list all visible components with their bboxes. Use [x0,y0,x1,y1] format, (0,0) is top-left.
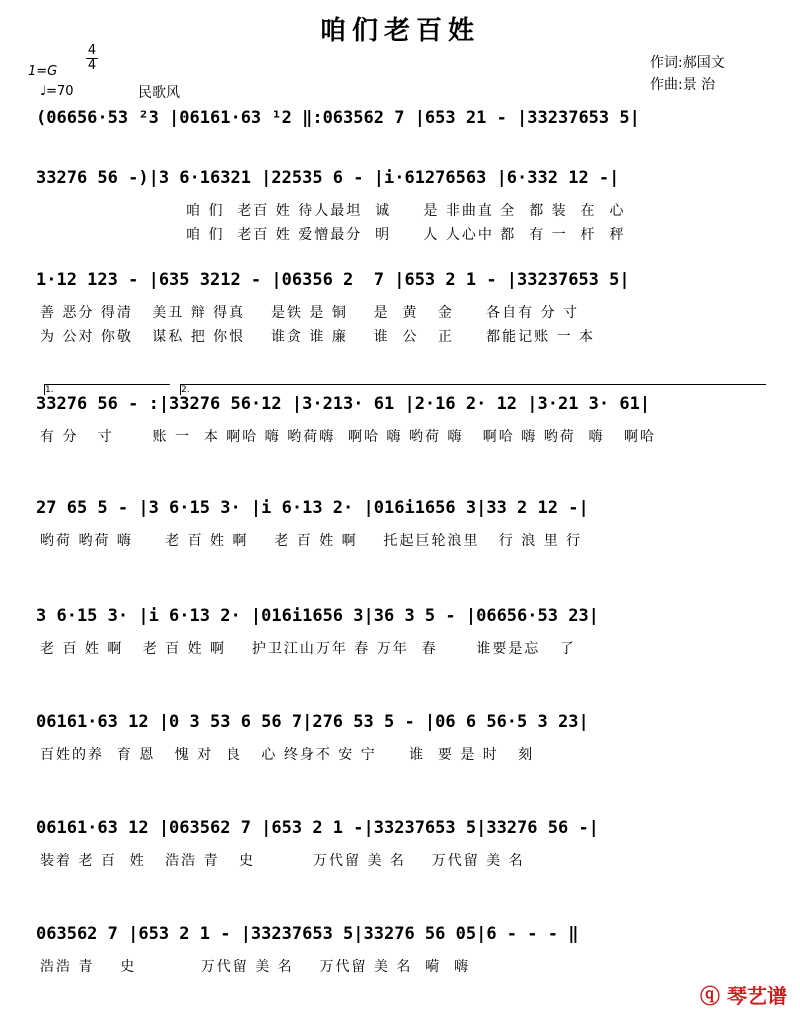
site-logo [700,980,787,1009]
lyric-line: 为 公对 你敬 谋私 把 你恨 谁贪 谁 廉 谁 公 正 都能记账 一 本 [40,329,596,345]
notation-line: 27 65 5 - |3 6·15 3· |i 6·13 2· |016i1656 3|33 2 12 -| [36,498,589,518]
key: 1=G [28,64,58,79]
credits [650,52,725,96]
tempo: ♩=70 [40,84,74,99]
notation-line: 06161·63 12 |063562 7 |653 2 1 -|33237653 5|33276 56 -| [36,818,599,838]
lyric-line: 浩浩 青 史 万代留 美 名 万代留 美 名 嗬 嗨 [40,959,471,975]
lyric-line: 善 恶分 得清 美丑 辩 得真 是铁 是 铜 是 黄 金 各自有 分 寸 [40,305,580,321]
volta-first: 1. [44,384,170,395]
lyric-line: 百姓的养 育 恩 愧 对 良 心 终身不 安 宁 谁 要 是 时 刻 [40,747,535,763]
notation-line: 3 6·15 3· |i 6·13 2· |016i1656 3|36 3 5 - |06656·53 23| [36,606,599,626]
notation-line: 33276 56 -)|3 6·16321 |22535 6 - |i·61276563 |6·332 12 -| [36,168,620,188]
notation-line: 33276 56 - :|33276 56·12 |3·213· 61 |2·16 2· 12 |3·21 3· 61| [36,394,651,414]
logo-text: 琴艺谱 [726,984,787,1008]
notation-line: (06656·53 ²3 |06161·63 ¹2 ‖:063562 7 |653 21 - |33237653 5| [36,108,640,128]
lyric-line: 老 百 姓 啊 老 百 姓 啊 护卫江山万年 春 万年 春 谁要是忘 了 [40,641,576,657]
time-signature [86,44,98,73]
lyric-line: 装着 老 百 姓 浩浩 青 史 万代留 美 名 万代留 美 名 [40,853,525,869]
lyric-line: 有 分 寸 账 一 本 啊哈 嗨 哟荷嗨 啊哈 嗨 哟荷 嗨 啊哈 嗨 哟荷 嗨 啊哈 [40,429,656,445]
notation-line: 06161·63 12 |0 3 53 6 56 7|276 53 5 - |06 6 56·5 3 23| [36,712,589,732]
logo-mark-icon: ⓠ [700,984,720,1008]
time-den: 4 [87,58,97,73]
lyricist: 作词:郝国文 [650,55,725,71]
lyric-line: 咱 们 老百 姓 待人最坦 诚 是 非曲直 全 都 装 在 心 [186,203,626,219]
lyric-line: 哟荷 哟荷 嗨 老 百 姓 啊 老 百 姓 啊 托起巨轮浪里 行 浪 里 行 [40,533,583,549]
notation-line: 1·12 123 - |635 3212 - |06356 2 7 |653 2 1 - |33237653 5| [36,270,630,290]
notation-line: 063562 7 |653 2 1 - |33237653 5|33276 56 05|6 - - - ‖ [36,924,579,944]
composer: 作曲:景 治 [650,77,716,93]
song-title: 咱们老百姓 [319,16,480,46]
style-marking: 民歌风 [138,85,180,101]
time-num: 4 [87,43,97,58]
volta-second: 2. [180,384,766,395]
lyric-line: 咱 们 老百 姓 爱憎最分 明 人 人心中 都 有 一 杆 秤 [186,227,626,243]
